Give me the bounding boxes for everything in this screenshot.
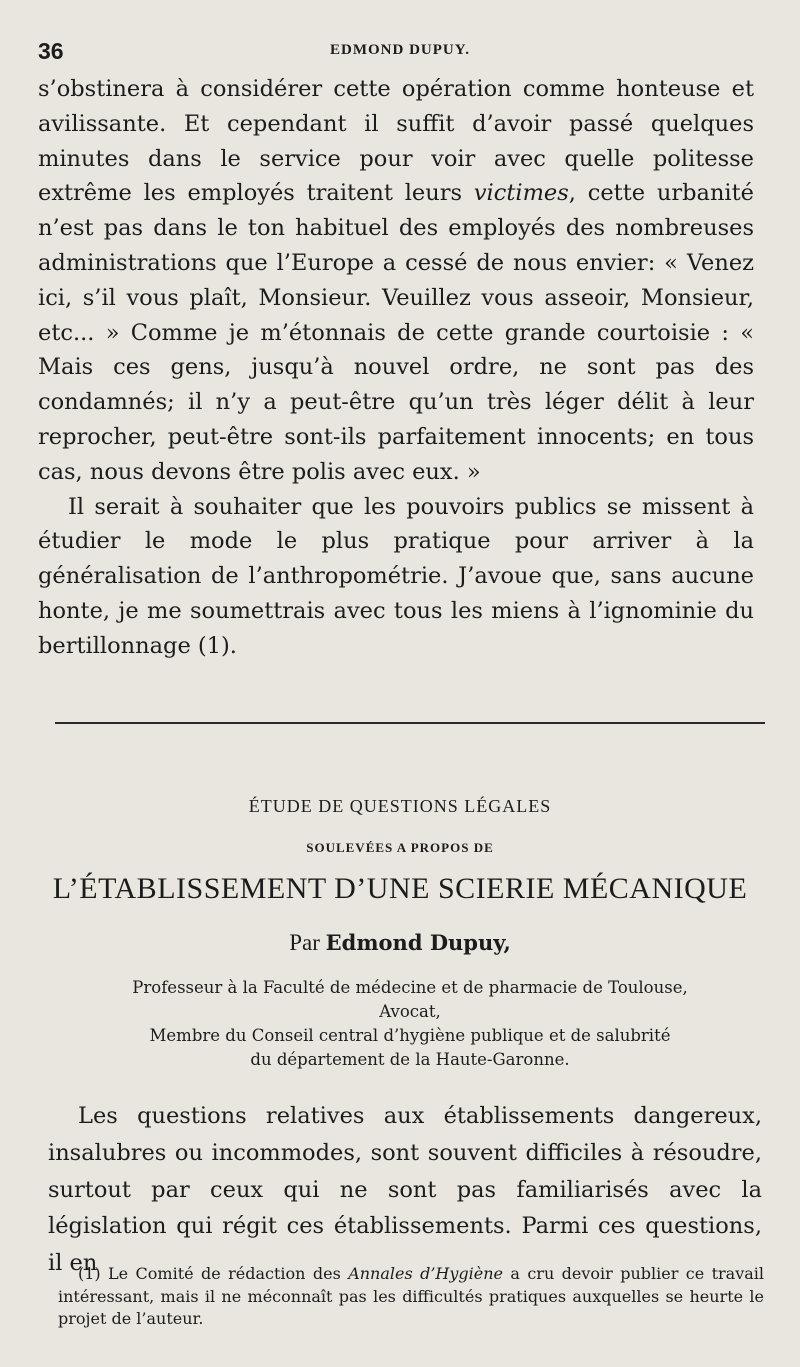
article-opening-paragraph: Les questions relatives aux établissements dangereux, insalubres ou incommodes, sont souvent difficiles à résoudre, surtout par ceux qui ne sont pas familiarisés avec la législation qui régit ces établissements. Parmi ces questions, il en: [48, 1103, 762, 1277]
page-header: [38, 34, 762, 70]
affiliation-line: Membre du Conseil central d’hygiène publique et de salubrité: [149, 1026, 671, 1045]
footnote: [58, 1263, 764, 1331]
running-head: EDMOND DUPUY.: [330, 42, 470, 58]
affiliation-line: Avocat,: [379, 1002, 441, 1021]
text-run: , cette urbanité n’est pas dans le ton habituel des employés des nombreuses administrations que l’Europe a cessé de nous envier: « Venez ici, s’il vous plaît, Monsieur. Veuillez vous asseoir, Monsieur, etc... » Comme je m’étonnais de cette grande courtoisie : « Mais ces gens, jusqu’à nouvel ordre, ne sont pas des condamnés; il n’y a peut-être qu’un très léger délit à leur reprocher, peut-être sont-ils parfaitement innocents; en tous cas, nous devons être polis avec eux. »: [38, 180, 754, 485]
author-name: Edmond Dupuy,: [325, 930, 511, 955]
text-run: s’obstinera à considérer cette opération comme honteuse et avilissante. Et cependant il suffit d’avoir passé quelques minutes dans le service pour voir avec quelle politesse extrême les employés traitent leurs: [38, 76, 754, 207]
article-kicker: ÉTUDE DE QUESTIONS LÉGALES: [248, 796, 552, 816]
affiliation-line: Professeur à la Faculté de médecine et de pharmacie de Toulouse,: [132, 978, 688, 997]
byline: [30, 930, 770, 956]
text-run: (1) Le Comité de rédaction des: [78, 1264, 349, 1283]
text-run: a cru devoir publier ce travail intéressant, mais il ne méconnaît pas les difficultés pratiques auxquelles se heurte le projet de l’auteur.: [58, 1264, 765, 1328]
author-affiliation: [50, 976, 770, 1072]
article-title: L’ÉTABLISSEMENT D’UNE SCIERIE MÉCANIQUE: [52, 872, 748, 905]
affiliation-line: du département de la Haute-Garonne.: [250, 1050, 570, 1069]
section-divider: [55, 722, 765, 724]
continued-text: [38, 72, 754, 664]
page-number: 36: [38, 38, 64, 64]
paragraph: [38, 72, 754, 490]
italic-text: Annales d’Hygiène: [348, 1264, 504, 1283]
byline-prefix: Par: [289, 930, 326, 955]
paragraph: Il serait à souhaiter que les pouvoirs publics se missent à étudier le mode le plus pratique pour arriver à la généralisation de l’anthropométrie. J’avoue que, sans aucune honte, je me soumettrais avec tous les miens à l’ignominie du bertillonnage (1).: [38, 493, 754, 659]
italic-text: victimes: [473, 180, 569, 207]
article-subheading: SOULEVÉES A PROPOS DE: [306, 840, 494, 855]
